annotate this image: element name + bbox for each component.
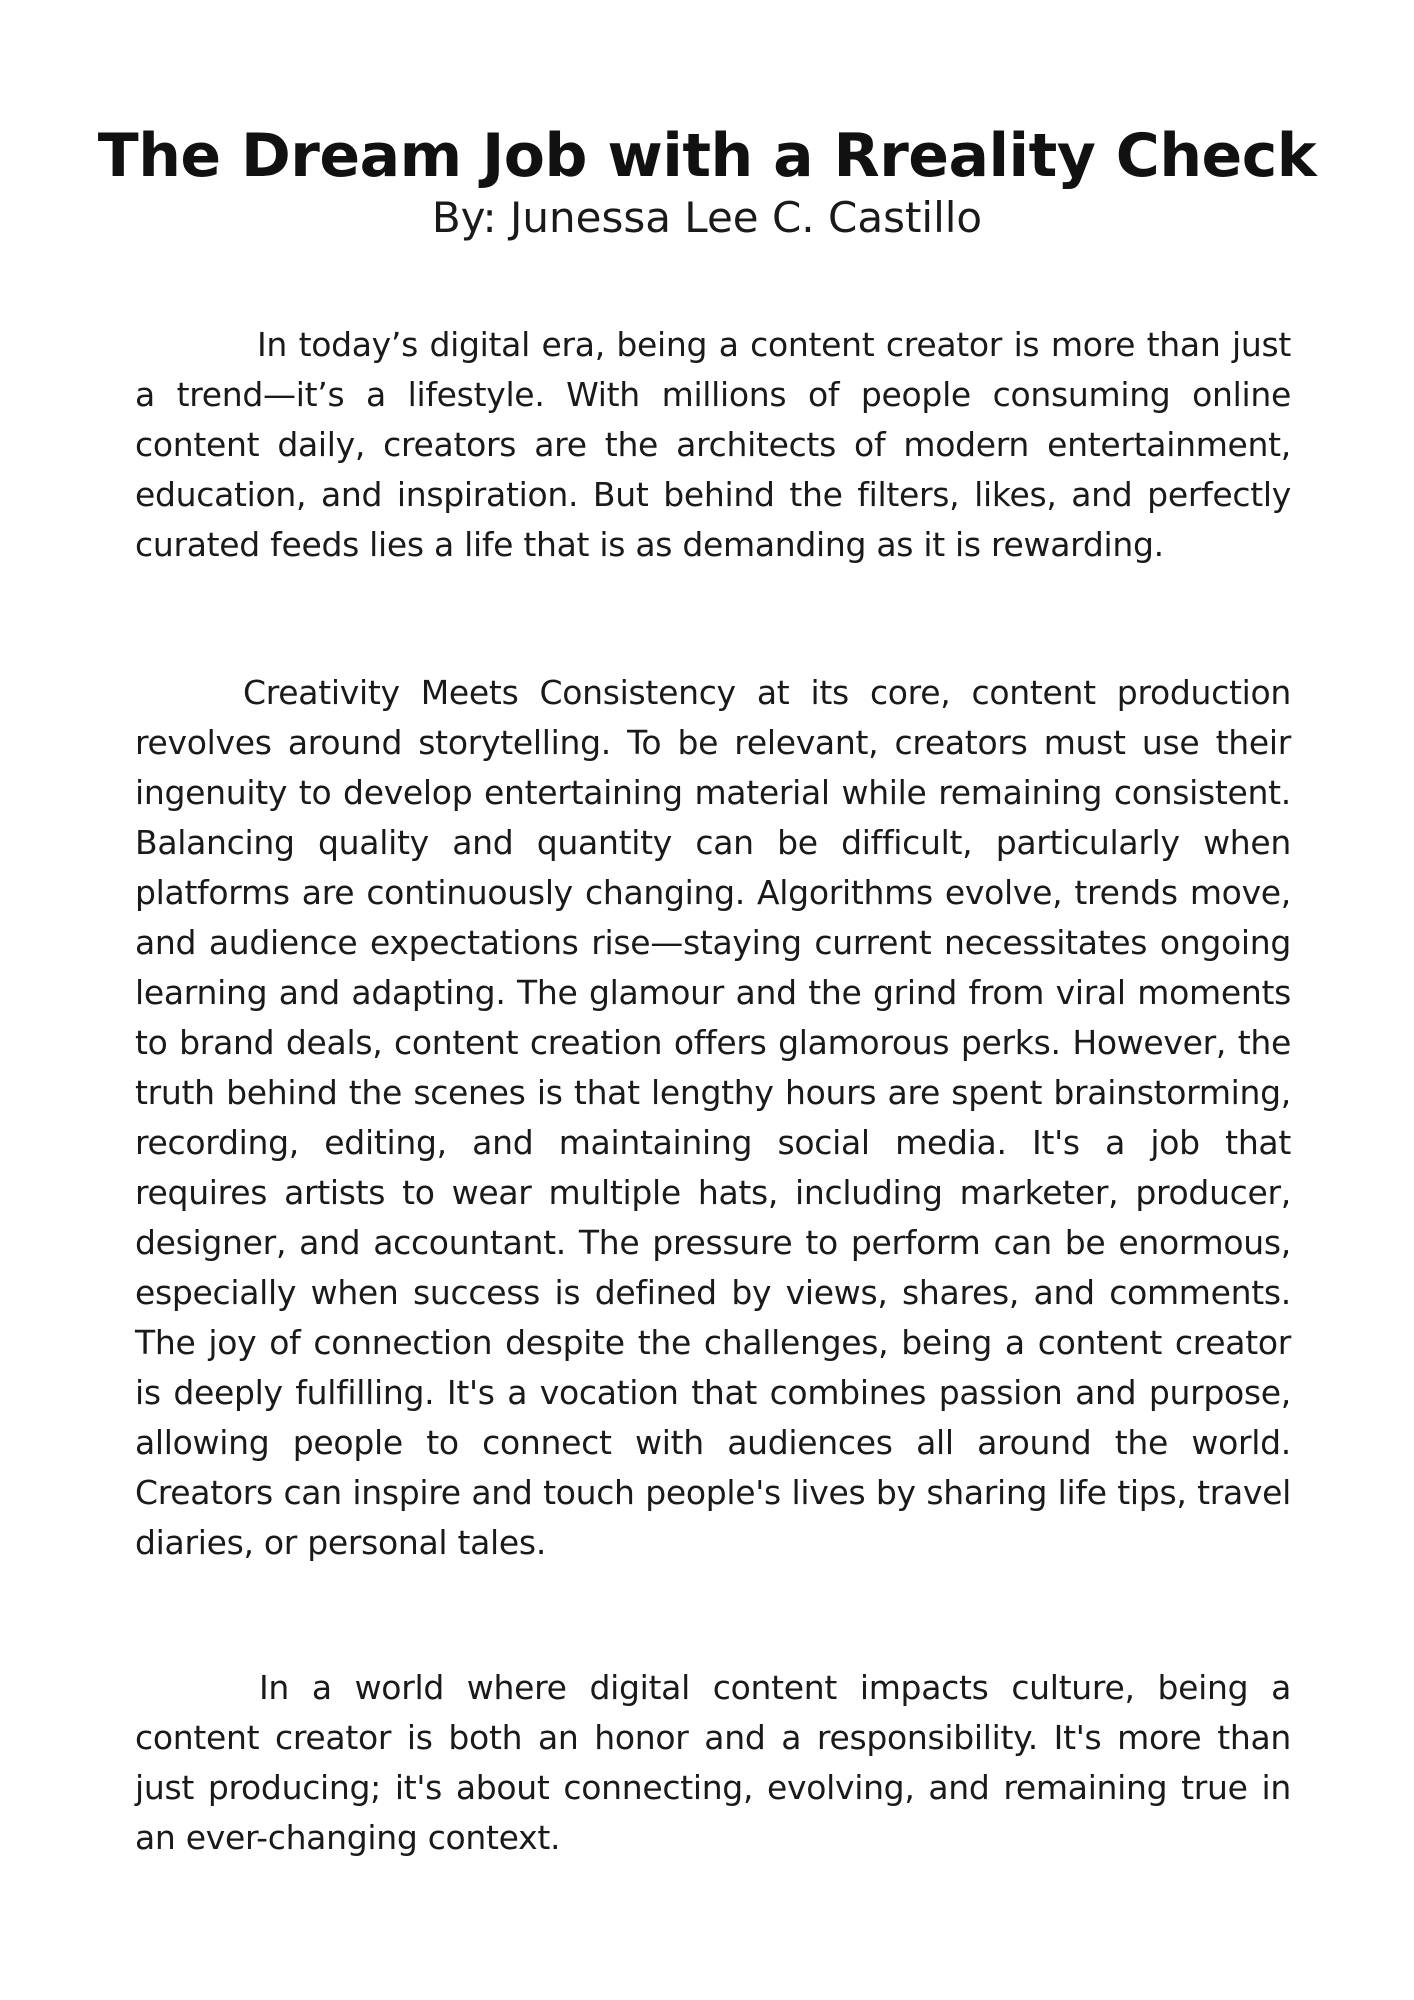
article-title: The Dream Job with a Rreality Check	[97, 121, 1317, 191]
paragraph-main: Creativity Meets Consistency at its core, content production revolves around storytelling. To be relevant, creators must use their ingenuity to develop entertaining material while remaining consistent. Balancing quality and quantity can be difficult, particularly when platforms are continuously changing. Algorithms evolve, trends move, and audience expectations rise—staying current necessitates ongoing learning and adapting. The glamour and the grind from viral moments to brand deals, content creation offers glamorous perks. However, the truth behind the scenes is that lengthy hours are spent brainstorming, recording, editing, and maintaining social media. It's a job that requires artists to wear multiple hats, including marketer, producer, designer, and accountant. The pressure to perform can be enormous, especially when success is defined by views, shares, and comments. The joy of connection despite the challenges, being a content creator is deeply fulfilling. It's a vocation that combines passion and purpose, allowing people to connect with audiences all around the world. Creators can inspire and touch people's lives by sharing life tips, travel diaries, or personal tales.	[135, 673, 1291, 1562]
paragraph-intro: In today’s digital era, being a content creator is more than just a trend—it’s a lifestyle. With millions of people consuming online content daily, creators are the architects of modern entertainment, education, and inspiration. But behind the filters, likes, and perfectly curated feeds lies a life that is as demanding as it is rewarding.	[135, 325, 1291, 564]
paragraph-conclusion: In a world where digital content impacts culture, being a content creator is both an honor and a responsibility. It's more than just producing; it's about connecting, evolving, and remaining true in an ever-changing context.	[135, 1668, 1291, 1857]
author-byline: By: Junessa Lee C. Castillo	[431, 193, 983, 242]
